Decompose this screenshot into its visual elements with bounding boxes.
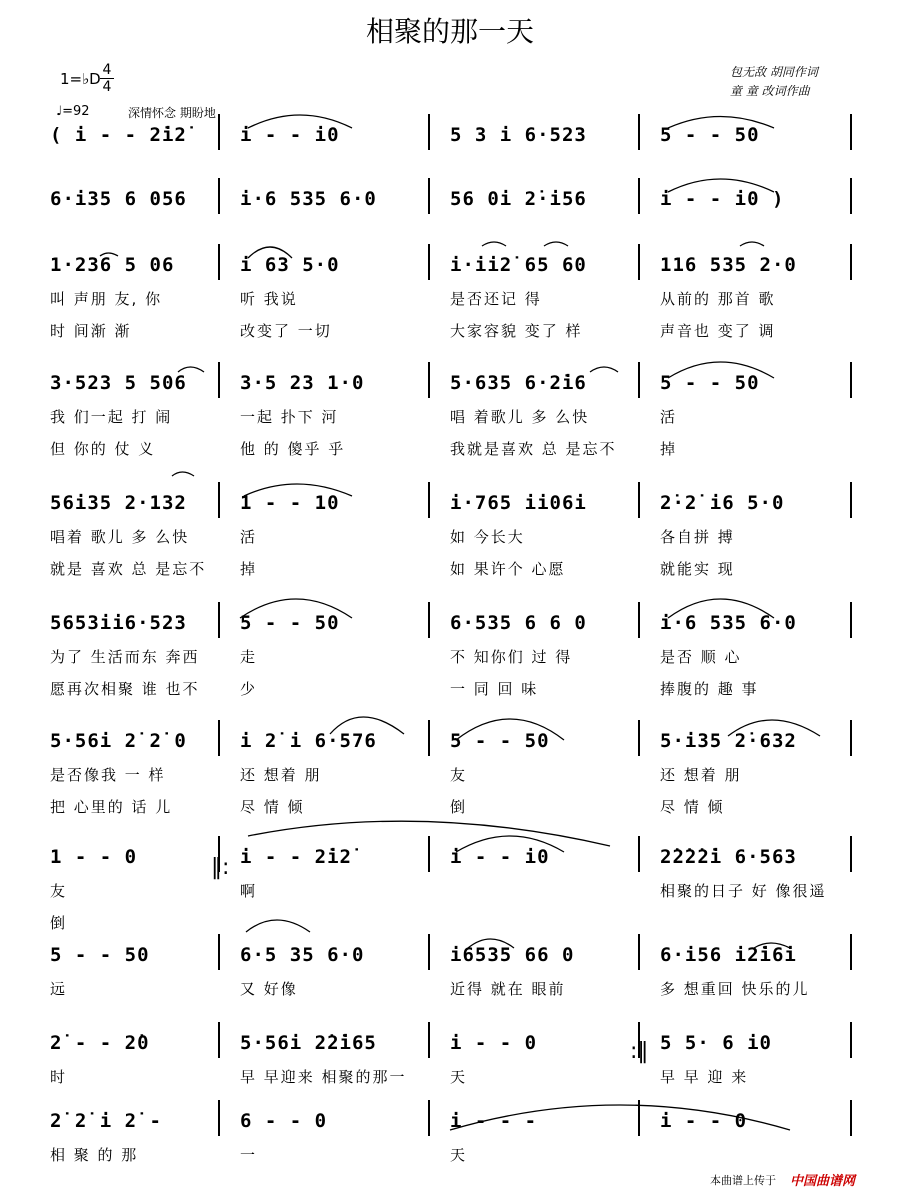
measure-notes: 5653ii6·523 — [50, 612, 187, 634]
lyric-line-2: 声音也 变了 调 — [660, 322, 776, 340]
measure-notes: 6·535 6 6 0 — [450, 612, 587, 634]
measure-notes: i - - 2̇i2̇ — [240, 846, 352, 868]
barline — [218, 114, 220, 150]
measure-notes: 3·523 5 506 — [50, 372, 187, 394]
lyric-line-2: 大家容貌 变了 样 — [450, 322, 583, 340]
lyric-line-1: 友 — [50, 882, 68, 900]
barline — [850, 114, 852, 150]
repeat-sign: ‖: — [211, 855, 230, 880]
measure-notes: 1 - - 10 — [240, 492, 340, 514]
measure-notes: 5 - - 50 — [660, 372, 760, 394]
barline — [428, 244, 430, 280]
barline — [218, 1022, 220, 1058]
measure-notes: 5·56i 2̇2̇i65 — [240, 1032, 377, 1054]
barline — [850, 1022, 852, 1058]
measure-notes: 5 3 i 6·523 — [450, 124, 587, 146]
measure-notes: 3·5 23 1·0 — [240, 372, 365, 394]
measure-notes: 5 - - 50 — [240, 612, 340, 634]
measure-notes: 5·635 6·2̇i6 — [450, 372, 587, 394]
measure-notes: 56 0i 2̇·i56 — [450, 188, 587, 210]
barline — [638, 178, 640, 214]
lyric-line-1: 走 — [240, 648, 258, 666]
measure-notes: i6535 66 0 — [450, 944, 575, 966]
measure-notes: i - - i0 — [450, 846, 550, 868]
lyric-line-1: 是否像我 一 样 — [50, 766, 166, 784]
measure-notes: i - - 0 — [660, 1110, 748, 1132]
lyric-line-2: 把 心里的 话 儿 — [50, 798, 173, 816]
lyric-line-1: 为了 生活而东 奔西 — [50, 648, 200, 666]
measure-notes: 5 5· 6 i0 — [660, 1032, 772, 1054]
lyric-line-1: 时 — [50, 1068, 68, 1086]
barline — [218, 720, 220, 756]
lyric-line-1: 远 — [50, 980, 68, 998]
lyric-line-2: 倒 — [50, 914, 68, 932]
measure-notes: 1·236 5 06 — [50, 254, 175, 276]
time-signature: 4 4 — [100, 62, 114, 95]
measure-notes: 5 - - 50 — [50, 944, 150, 966]
barline — [428, 362, 430, 398]
key-signature: 1=♭D — [60, 70, 101, 88]
measure-notes: i·6 535 6·0 — [660, 612, 797, 634]
barline — [428, 836, 430, 872]
lyric-line-2: 愿再次相聚 谁 也不 — [50, 680, 200, 698]
lyric-line-1: 各自拼 搏 — [660, 528, 735, 546]
barline — [218, 178, 220, 214]
barline — [218, 934, 220, 970]
lyric-line-2: 改变了 一切 — [240, 322, 332, 340]
measure-notes: 1 - - 0 — [50, 846, 138, 868]
measure-notes: 6·i56 i2̇i6i — [660, 944, 797, 966]
measure-notes: 2̇ - - 2̇0 — [50, 1032, 150, 1054]
lyric-line-1: 我 们一起 打 闹 — [50, 408, 173, 426]
barline — [218, 482, 220, 518]
lyric-line-1: 相聚的日子 好 像很遥 — [660, 882, 827, 900]
measure-notes: i 63 5·0 — [240, 254, 340, 276]
barline — [428, 602, 430, 638]
barline — [218, 244, 220, 280]
lyric-line-1: 唱 着歌儿 多 么快 — [450, 408, 590, 426]
expression-marking: 深情怀念 期盼地 — [128, 106, 216, 120]
repeat-sign: :‖ — [630, 1039, 649, 1064]
song-title: 相聚的那一天 — [365, 15, 534, 48]
lyric-line-1: 近得 就在 眼前 — [450, 980, 566, 998]
measure-notes: i·6 535 6·0 — [240, 188, 377, 210]
barline — [638, 602, 640, 638]
measure-notes: 5·i35 2̇·632 — [660, 730, 797, 752]
barline — [218, 602, 220, 638]
slur-mark — [482, 242, 506, 246]
lyricist-credit: 包无敌 胡同作词 — [730, 65, 818, 79]
measure-notes: 2̇2̇2̇2̇i 6·563 — [660, 846, 797, 868]
lyric-line-1: 还 想着 朋 — [240, 766, 322, 784]
barline — [428, 934, 430, 970]
lyric-line-2: 如 果许个 心愿 — [450, 560, 566, 578]
slur-mark — [590, 367, 618, 372]
barline — [638, 1022, 640, 1058]
lyric-line-2: 尽 情 倾 — [240, 798, 305, 816]
barline — [850, 362, 852, 398]
measure-notes: 5 - - 50 — [450, 730, 550, 752]
lyric-line-2: 但 你的 仗 义 — [50, 440, 156, 458]
measure-notes: 2̇ 2̇ i 2̇ - — [50, 1110, 162, 1132]
lyric-line-1: 又 好像 — [240, 980, 298, 998]
measure-notes: 5 - - 50 — [660, 124, 760, 146]
lyric-line-1: 活 — [660, 408, 678, 426]
measure-notes: i·765 ii06i — [450, 492, 587, 514]
barline — [850, 720, 852, 756]
lyric-line-1: 天 — [450, 1146, 468, 1164]
lyric-line-1: 活 — [240, 528, 258, 546]
barline — [218, 836, 220, 872]
lyric-line-1: 叫 声朋 友, 你 — [50, 290, 163, 308]
lyric-line-1: 还 想着 朋 — [660, 766, 742, 784]
lyric-line-1: 一起 扑下 河 — [240, 408, 339, 426]
measure-notes: 6 - - 0 — [240, 1110, 328, 1132]
slur-mark — [172, 472, 194, 476]
barline — [850, 934, 852, 970]
lyric-line-2: 我就是喜欢 总 是忘不 — [450, 440, 617, 458]
lyric-line-1: 早 早 迎 来 — [660, 1068, 749, 1086]
lyric-line-1: 啊 — [240, 882, 258, 900]
measure-notes: i - - i0 ) — [660, 188, 785, 210]
barline — [428, 114, 430, 150]
measure-notes: i 2̇ i 6·576 — [240, 730, 377, 752]
barline — [428, 178, 430, 214]
lyric-line-1: 是否还记 得 — [450, 290, 542, 308]
lyric-line-1: 早 早迎来 相聚的那一 — [240, 1068, 407, 1086]
lyric-line-1: 相 聚 的 那 — [50, 1146, 139, 1164]
lyric-line-2: 尽 情 倾 — [660, 798, 725, 816]
measure-notes: i - - - — [450, 1110, 538, 1132]
measure-notes: 5·56i 2̇ 2̇ 0 — [50, 730, 187, 752]
lyric-line-1: 唱着 歌儿 多 么快 — [50, 528, 190, 546]
barline — [850, 602, 852, 638]
barline — [638, 720, 640, 756]
barline — [638, 482, 640, 518]
barline — [218, 1100, 220, 1136]
lyric-line-2: 就能实 现 — [660, 560, 735, 578]
barline — [638, 244, 640, 280]
barline — [428, 1022, 430, 1058]
measure-notes: 56i35 2·132 — [50, 492, 187, 514]
lyric-line-1: 天 — [450, 1068, 468, 1086]
lyric-line-2: 少 — [240, 680, 258, 698]
barline — [850, 482, 852, 518]
slur-mark — [740, 242, 764, 246]
lyric-line-2: 掉 — [660, 440, 678, 458]
lyric-line-2: 一 同 回 味 — [450, 680, 539, 698]
barline — [428, 482, 430, 518]
barline — [850, 836, 852, 872]
measure-notes: 116 535 2·0 — [660, 254, 797, 276]
lyric-line-2: 他 的 傻乎 乎 — [240, 440, 346, 458]
lyric-line-2: 就是 喜欢 总 是忘不 — [50, 560, 207, 578]
barline — [638, 362, 640, 398]
barline — [428, 720, 430, 756]
lyric-line-1: 从前的 那首 歌 — [660, 290, 776, 308]
lyric-line-2: 掉 — [240, 560, 258, 578]
measure-notes: 6·i35 6 056 — [50, 188, 187, 210]
barline — [850, 1100, 852, 1136]
lyric-line-1: 是否 顺 心 — [660, 648, 742, 666]
lyric-line-1: 如 今长大 — [450, 528, 525, 546]
lyric-line-2: 时 间渐 渐 — [50, 322, 132, 340]
lyric-line-1: 友 — [450, 766, 468, 784]
lyric-line-2: 捧腹的 趣 事 — [660, 680, 759, 698]
measure-notes: i·ii2̇ 65 60 — [450, 254, 587, 276]
barline — [218, 362, 220, 398]
site-logo: 中国曲谱网 — [790, 1174, 856, 1189]
measure-notes: 2̇·2̇ i6 5·0 — [660, 492, 785, 514]
lyric-line-1: 一 — [240, 1146, 258, 1164]
composer-credit: 童 童 改词作曲 — [730, 84, 810, 98]
measure-notes: i - - 0 — [450, 1032, 538, 1054]
barline — [850, 178, 852, 214]
upload-note: 本曲谱上传于 — [710, 1174, 776, 1187]
tempo-marking: ♩=92 — [56, 104, 90, 119]
lyric-line-2: 倒 — [450, 798, 468, 816]
slur-mark — [544, 242, 568, 246]
slur-mark — [246, 920, 310, 932]
measure-notes: i - - i0 — [240, 124, 340, 146]
lyric-line-1: 不 知你们 过 得 — [450, 648, 573, 666]
barline — [638, 114, 640, 150]
barline — [638, 1100, 640, 1136]
lyric-line-1: 听 我说 — [240, 290, 298, 308]
barline — [850, 244, 852, 280]
lyric-line-1: 多 想重回 快乐的儿 — [660, 980, 810, 998]
measure-notes: ( i - - 2̇i2̇ — [50, 124, 187, 146]
barline — [428, 1100, 430, 1136]
barline — [638, 934, 640, 970]
measure-notes: 6·5 35 6·0 — [240, 944, 365, 966]
barline — [638, 836, 640, 872]
